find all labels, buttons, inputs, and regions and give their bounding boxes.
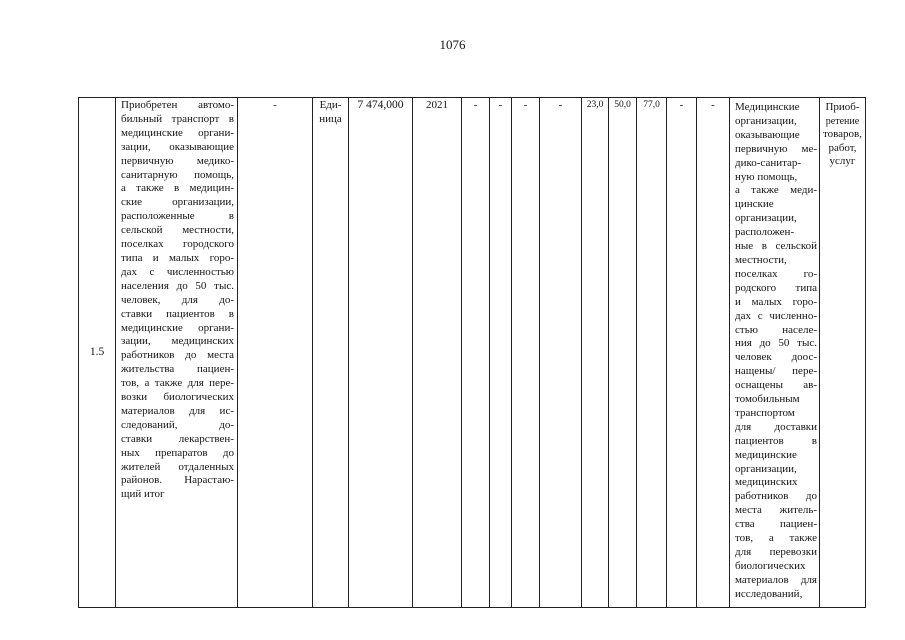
result-line: оснащены ав- (735, 379, 817, 392)
description-line: бильный транспорт в (121, 112, 234, 125)
value-1-cell: 23,0 (582, 98, 609, 607)
description-line: щий итог (121, 488, 165, 501)
description-line: медицинские органи- (121, 321, 234, 334)
result-line: организации, (735, 462, 797, 475)
col3-cell: - (238, 98, 313, 607)
description-line: санитарную помощь, (121, 168, 234, 181)
amount-cell: 7 474,000 (349, 98, 413, 607)
category-line: услуг (829, 155, 856, 168)
result-line: пациентов в (735, 434, 817, 447)
description-line: ставки пациентов в (121, 307, 234, 320)
description-line: Приобретен автомо- (121, 99, 234, 111)
description-line: жителей отдаленных (121, 460, 234, 473)
description-line: следований, до- (121, 418, 234, 431)
description-cell (116, 98, 238, 607)
category-line: ретение (825, 115, 860, 127)
data-table (78, 97, 866, 608)
col8-cell: - (490, 98, 512, 607)
description-line: а также в медицин- (121, 182, 234, 195)
description-line: населения до 50 тыс. (121, 279, 234, 292)
result-line: а также меди- (735, 184, 817, 197)
result-line: цинские (735, 198, 774, 211)
result-line: местности, (735, 253, 787, 266)
result-line: дико-санитар- (735, 156, 802, 169)
result-line: медицинские (735, 448, 797, 461)
description-line: расположенные в (121, 210, 234, 223)
result-line: ные в сельской (735, 240, 817, 253)
result-line: для перевозки (735, 546, 817, 558)
col7-cell: - (462, 98, 490, 607)
result-line: ния до 50 тыс. (735, 337, 817, 350)
description-line: зации, медицинских (121, 335, 234, 348)
value-2-cell: 50,0 (609, 98, 637, 607)
description-line: районов. Нарастаю- (121, 474, 234, 487)
result-line: медицинских (735, 476, 798, 489)
result-line: исследований, (735, 587, 803, 600)
result-line: поселках го- (735, 267, 817, 280)
description-line: работников до места (121, 349, 234, 362)
result-line: тов, а также (735, 532, 817, 545)
result-line: стью населе- (735, 323, 817, 336)
result-line: организации, (735, 114, 797, 127)
result-line: человек доос- (735, 351, 817, 364)
result-line: нащены/ пере- (735, 365, 817, 378)
result-line: организации, (735, 212, 797, 225)
result-line: биологических (735, 559, 806, 572)
description-line: возки биологических (121, 391, 234, 404)
description-line: поселках городского (121, 238, 234, 251)
result-line: транспортом (735, 406, 795, 419)
category-cell (820, 98, 866, 607)
result-line: для доставки (735, 420, 817, 433)
result-line: места житель- (735, 504, 817, 517)
result-line: ства пациен- (735, 518, 817, 531)
description-line: первичную медико- (121, 154, 234, 167)
unit-line: Еди- (319, 99, 342, 111)
result-line: ную помощь, (735, 170, 798, 183)
result-line: работников до (735, 490, 817, 503)
row-index: 1.5 (78, 98, 116, 607)
description-line: человек, для до- (121, 293, 234, 306)
description-line: тов, а также для пере- (121, 377, 234, 390)
col9-cell: - (512, 98, 540, 607)
category-line: работ, (828, 141, 857, 154)
year-cell: 2021 (413, 98, 462, 607)
result-line: родского типа (735, 281, 817, 294)
description-line: жительства пациен- (121, 363, 234, 376)
result-cell (730, 98, 820, 607)
description-line: ские организации, (121, 196, 234, 209)
result-line: оказывающие (735, 128, 800, 141)
result-line: Медицинские (735, 101, 800, 113)
unit-cell (313, 98, 349, 607)
description-line: сельской местности, (121, 224, 234, 237)
description-line: ных препаратов до (121, 446, 234, 459)
col10-cell: - (540, 98, 582, 607)
description-line: медицинские органи- (121, 126, 234, 139)
category-line: Приоб- (825, 101, 860, 113)
result-line: материалов для (735, 573, 817, 586)
result-line: дах с численно- (735, 309, 817, 322)
description-line: зации, оказывающие (121, 140, 234, 153)
category-line: товаров, (822, 128, 863, 141)
value-3-cell: 77,0 (637, 98, 667, 607)
col14-cell: - (667, 98, 697, 607)
result-line: первичную ме- (735, 142, 817, 155)
result-line: томобильным (735, 393, 800, 406)
description-line: материалов для ис- (121, 404, 234, 417)
description-line: ставки лекарствен- (121, 432, 234, 445)
description-line: дах с численностью (121, 265, 234, 278)
result-line: и малых горо- (735, 295, 817, 308)
description-line: типа и малых горо- (121, 251, 234, 264)
col15-cell: - (697, 98, 730, 607)
result-line: расположен- (735, 226, 795, 239)
page-number: 1076 (439, 37, 466, 52)
unit-line: ница (319, 112, 342, 125)
